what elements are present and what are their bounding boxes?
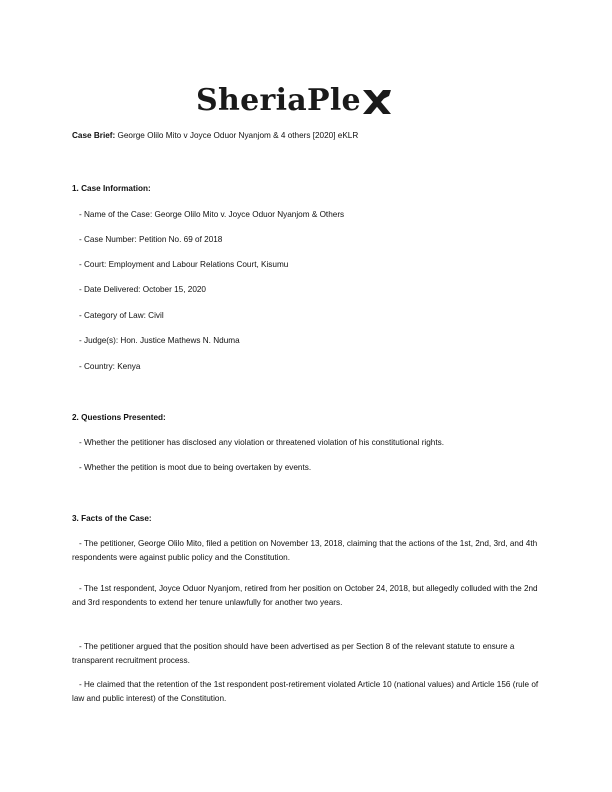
case-info-item: - Court: Employment and Labour Relations Court, Kisumu <box>79 260 289 269</box>
case-info-item: - Name of the Case: George Olilo Mito v. Joyce Oduor Nyanjom & Others <box>79 210 345 219</box>
fact-paragraph: - The petitioner argued that the position should have been advertised as per Section 8 of the relevant statute to ensure a transparent recruitment process. <box>72 642 515 665</box>
case-info-item: - Category of Law: Civil <box>79 311 164 320</box>
fact-paragraph: - The 1st respondent, Joyce Oduor Nyanjom, retired from her position on October 24, 2018, but allegedly colluded with the 2nd and 3rd respondents to extend her tenure unlawfully for another two years. <box>72 584 538 607</box>
question-item: - Whether the petition is moot due to being overtaken by events. <box>79 463 312 472</box>
case-brief-label: Case Brief: <box>72 131 116 140</box>
logo-wordmark: SheriaPle <box>196 83 361 118</box>
case-info-item: - Judge(s): Hon. Justice Mathews N. Nduma <box>79 336 240 345</box>
case-brief-title: George Olilo Mito v Joyce Oduor Nyanjom & 4 others [2020] eKLR <box>115 131 359 140</box>
section-heading-questions-presented: 2. Questions Presented: <box>72 413 166 422</box>
section-heading-case-information: 1. Case Information: <box>72 184 151 193</box>
fact-paragraph: - He claimed that the retention of the 1st respondent post-retirement violated Article 10 (national values) and Article 156 (rule of law and public interest) of the Constitution. <box>72 680 539 703</box>
case-info-item: - Date Delivered: October 15, 2020 <box>79 285 206 294</box>
case-info-item: - Case Number: Petition No. 69 of 2018 <box>79 235 223 244</box>
case-brief-line <box>72 130 358 141</box>
section-heading-facts-of-the-case: 3. Facts of the Case: <box>72 514 152 523</box>
case-info-item: - Country: Kenya <box>79 362 141 371</box>
question-item: - Whether the petitioner has disclosed any violation or threatened violation of his constitutional rights. <box>79 438 445 447</box>
fact-paragraph: - The petitioner, George Olilo Mito, filed a petition on November 13, 2018, claiming that the actions of the 1st, 2nd, 3rd, and 4th respondents were against public policy and the Constitution. <box>72 539 538 562</box>
sheriaplex-logo <box>196 79 392 119</box>
logo-x-mark-icon <box>362 88 392 116</box>
